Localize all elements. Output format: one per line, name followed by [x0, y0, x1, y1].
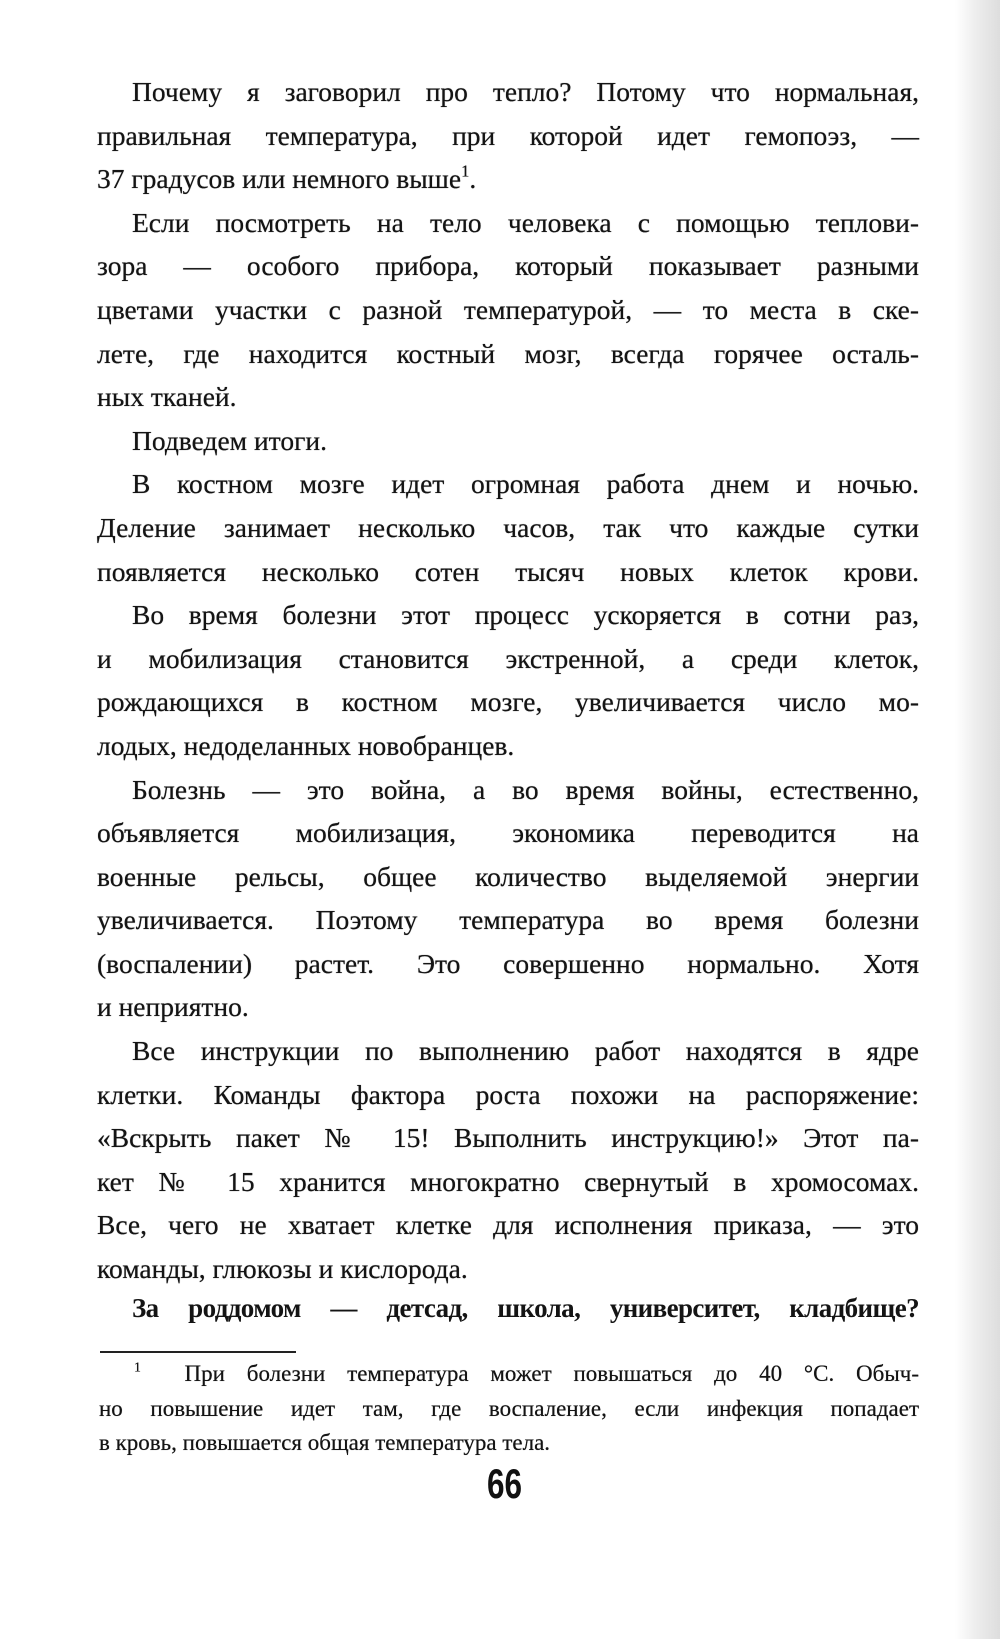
page-number: 66	[486, 1460, 523, 1507]
text-line: цветами участки с разной температурой, — то места в ске-	[97, 293, 919, 325]
text-line: Во время болезни этот процесс ускоряется в сотни раз,	[132, 599, 919, 631]
text-line: Деление занимает несколько часов, так что каждые сутки	[97, 511, 919, 543]
text-line: появляется несколько сотен тысяч новых клеток крови.	[97, 555, 919, 587]
footnote-line: в кровь, повышается общая температура тела.	[99, 1430, 551, 1455]
text-line: клетки. Команды фактора роста похожи на распоряжение:	[97, 1078, 919, 1110]
text-line: Все инструкции по выполнению работ находятся в ядре	[132, 1035, 919, 1067]
footnote	[99, 1357, 919, 1461]
text-line: правильная температура, при которой идет гемопоэз, —	[97, 119, 919, 151]
footnote-line: но повышение идет там, где воспаление, если инфекция попадает	[99, 1395, 919, 1421]
text-line: команды, глюкозы и кислорода.	[97, 1253, 468, 1285]
footnote-line-content: При болезни температура может повышаться до 40 °С. Обыч-	[184, 1361, 919, 1386]
body-text	[97, 70, 919, 1291]
text-line: лете, где находится костный мозг, всегда горячее осталь-	[97, 337, 919, 369]
text-line-end: .	[469, 163, 477, 195]
text-line: В костном мозге идет огромная работа днем и ночью.	[132, 468, 919, 500]
footnote-separator	[100, 1351, 296, 1353]
text-line: и мобилизация становится экстренной, а среди клеток,	[97, 642, 919, 674]
text-line-content: 37 градусов или немного выше	[97, 163, 462, 195]
text-line: Болезнь — это война, а во время войны, естественно,	[132, 773, 919, 805]
footnote-reference: 1	[461, 161, 470, 181]
footnote-marker: 1	[134, 1359, 141, 1375]
text-line: (воспалении) растет. Это совершенно нормально. Хотя	[97, 947, 919, 979]
text-line: зора — особого прибора, который показывает разными	[97, 250, 919, 282]
text-line: лодых, недоделанных новобранцев.	[97, 729, 515, 761]
text-line: Если посмотреть на тело человека с помощью теплови-	[132, 206, 919, 238]
text-line: военные рельсы, общее количество выделяемой энергии	[97, 860, 919, 892]
text-line: увеличивается. Поэтому температура во время болезни	[97, 904, 919, 936]
text-line	[97, 157, 919, 201]
footnote-line	[99, 1357, 919, 1392]
text-line: рождающихся в костном мозге, увеличивается число мо-	[97, 686, 919, 718]
text-line: Почему я заговорил про тепло? Потому что нормальная,	[132, 76, 919, 107]
text-line: ных тканей.	[97, 381, 237, 413]
text-line: «Вскрыть пакет № 15! Выполнить инструкцию!» Этот па-	[97, 1122, 919, 1154]
text-line: объявляется мобилизация, экономика переводится на	[97, 817, 919, 849]
text-line: и неприятно.	[97, 991, 249, 1023]
section-heading: За роддомом — детсад, школа, университет, кладбище?	[132, 1293, 919, 1323]
text-line: кет № 15 хранится многократно свернутый в хромосомах.	[97, 1165, 919, 1197]
text-line: Подведем итоги.	[132, 424, 327, 456]
text-line: Все, чего не хватает клетке для исполнения приказа, — это	[97, 1209, 919, 1241]
